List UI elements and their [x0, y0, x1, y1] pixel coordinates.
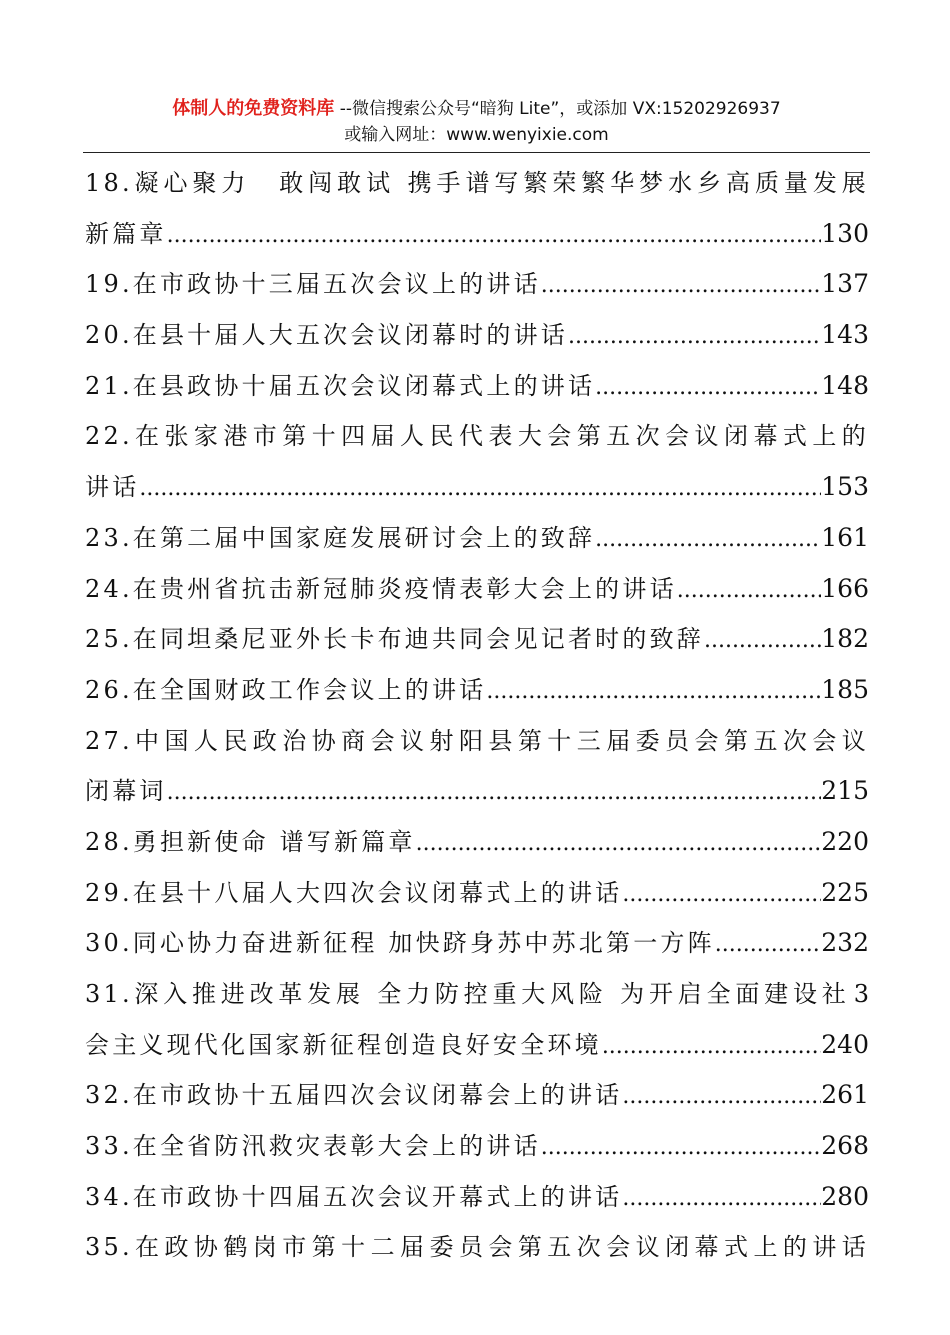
toc-page-number: 220 — [821, 826, 869, 856]
toc-entry-title: 33.在全省防汛救灾表彰大会上的讲话 — [85, 1132, 541, 1161]
dot-leader — [167, 211, 822, 260]
toc-entry-title: 21.在县政协十届五次会议闭幕式上的讲话 — [85, 371, 596, 400]
toc-page-number: 148 — [821, 370, 869, 400]
dot-leader — [622, 870, 821, 919]
dot-leader — [139, 464, 821, 513]
dot-leader — [568, 312, 821, 361]
toc-entry-title: 闭幕词 — [85, 777, 167, 806]
toc-page-number: 232 — [821, 928, 869, 958]
toc-entry-33[interactable] — [85, 1121, 869, 1172]
toc-entry-title: 34.在市政协十四届五次会议开幕式上的讲话 — [85, 1182, 623, 1211]
dot-leader — [486, 667, 821, 716]
toc-entry-title: 23.在第二届中国家庭发展研讨会上的致辞 — [85, 523, 596, 552]
toc-entry-26[interactable] — [85, 665, 869, 716]
dot-leader — [167, 768, 822, 817]
toc-page-number: 225 — [821, 877, 869, 907]
toc-entry-title: 会主义现代化国家新征程创造良好安全环境 — [85, 1030, 602, 1059]
toc-entry-title: 20.在县十届人大五次会议闭幕时的讲话 — [85, 321, 568, 350]
dot-leader — [622, 1174, 821, 1223]
header-divider — [83, 152, 870, 153]
toc-entry-27-line-2[interactable] — [85, 766, 869, 817]
toc-page-number: 137 — [821, 269, 869, 299]
toc-entry-18-line-2[interactable] — [85, 209, 869, 260]
toc-entry-title: 29.在县十八届人大四次会议闭幕式上的讲话 — [85, 878, 623, 907]
toc-entry-title: 22.在张家港市第十四届人民代表大会第五次会议闭幕式上的 — [85, 422, 869, 451]
dot-leader — [704, 616, 821, 665]
toc-page-number: 215 — [821, 776, 869, 806]
toc-page-number: 166 — [821, 573, 869, 603]
toc-entry-21[interactable] — [85, 361, 869, 412]
toc-page-number: 240 — [821, 1029, 869, 1059]
toc-entry-28[interactable] — [85, 817, 869, 868]
toc-entry-34[interactable] — [85, 1172, 869, 1223]
document-header — [83, 96, 870, 148]
toc-page-number: 182 — [821, 624, 869, 654]
toc-entry-title: 24.在贵州省抗击新冠肺炎疫情表彰大会上的讲话 — [85, 574, 677, 603]
toc-entry-title: 18.凝心聚力 敢闯敢试 携手谱写繁荣繁华梦水乡高质量发展 — [85, 169, 869, 197]
toc-page-number: 185 — [821, 674, 869, 704]
toc-page-number: 130 — [821, 218, 869, 248]
toc-page-number: 161 — [821, 522, 869, 552]
toc-entry-title: 30.同心协力奋进新征程 加快跻身苏中苏北第一方阵 — [85, 929, 715, 958]
toc-entry-title: 26.在全国财政工作会议上的讲话 — [85, 675, 487, 704]
toc-page-number: 268 — [821, 1131, 869, 1161]
brand-title: 体制人的免费资料库 — [172, 98, 335, 119]
dot-leader — [541, 1123, 822, 1172]
toc-entry-35-line-1[interactable] — [85, 1222, 869, 1273]
dot-leader — [416, 819, 822, 868]
toc-entry-23[interactable] — [85, 513, 869, 564]
toc-entry-title: 31.深入推进改革发展 全力防控重大风险 为开启全面建设社 — [85, 980, 849, 1008]
toc-entry-22-line-2[interactable] — [85, 462, 869, 513]
toc-page-number: 261 — [821, 1080, 869, 1110]
toc-page-fragment: 3 — [853, 980, 869, 1008]
toc-entry-title: 25.在同坦桑尼亚外长卡布迪共同会见记者时的致辞 — [85, 625, 704, 654]
toc-page-number: 143 — [821, 320, 869, 350]
toc-entry-22-line-1[interactable] — [85, 411, 869, 462]
table-of-contents — [85, 158, 869, 1273]
toc-entry-29[interactable] — [85, 868, 869, 919]
toc-entry-title: 28.勇担新使命 谱写新篇章 — [85, 827, 416, 856]
toc-entry-title: 32.在市政协十五届四次会议闭幕会上的讲话 — [85, 1081, 623, 1110]
toc-entry-title: 27.中国人民政治协商会议射阳县第十三届委员会第五次会议 — [85, 726, 869, 755]
toc-entry-31-line-2[interactable] — [85, 1020, 869, 1071]
toc-page-number: 153 — [821, 472, 869, 502]
toc-entry-24[interactable] — [85, 564, 869, 615]
toc-entry-30[interactable] — [85, 918, 869, 969]
toc-entry-title: 35.在政协鹤岗市第十二届委员会第五次会议闭幕式上的讲话 — [85, 1233, 869, 1262]
dot-leader — [622, 1072, 821, 1121]
toc-entry-title: 讲话 — [85, 473, 140, 502]
header-website: 或输入网址：www.wenyixie.com — [344, 125, 609, 145]
toc-entry-27-line-1[interactable] — [85, 716, 869, 767]
toc-entry-title: 19.在市政协十三届五次会议上的讲话 — [85, 270, 541, 299]
toc-entry-19[interactable] — [85, 259, 869, 310]
toc-entry-25[interactable] — [85, 614, 869, 665]
dot-leader — [602, 1022, 821, 1071]
dot-leader — [541, 261, 822, 310]
dot-leader — [715, 920, 821, 969]
dot-leader — [595, 363, 821, 412]
header-contact: --微信搜索公众号“暗狗 Lite”，或添加 VX:15202926937 — [334, 99, 781, 119]
toc-entry-title: 新篇章 — [85, 219, 167, 248]
dot-leader — [595, 515, 821, 564]
header-line-1 — [83, 96, 870, 122]
toc-entry-20[interactable] — [85, 310, 869, 361]
toc-entry-31-line-1[interactable] — [85, 969, 869, 1020]
dot-leader — [677, 566, 822, 615]
toc-page-number: 280 — [821, 1181, 869, 1211]
toc-entry-18-line-1[interactable] — [85, 158, 869, 209]
toc-entry-32[interactable] — [85, 1070, 869, 1121]
